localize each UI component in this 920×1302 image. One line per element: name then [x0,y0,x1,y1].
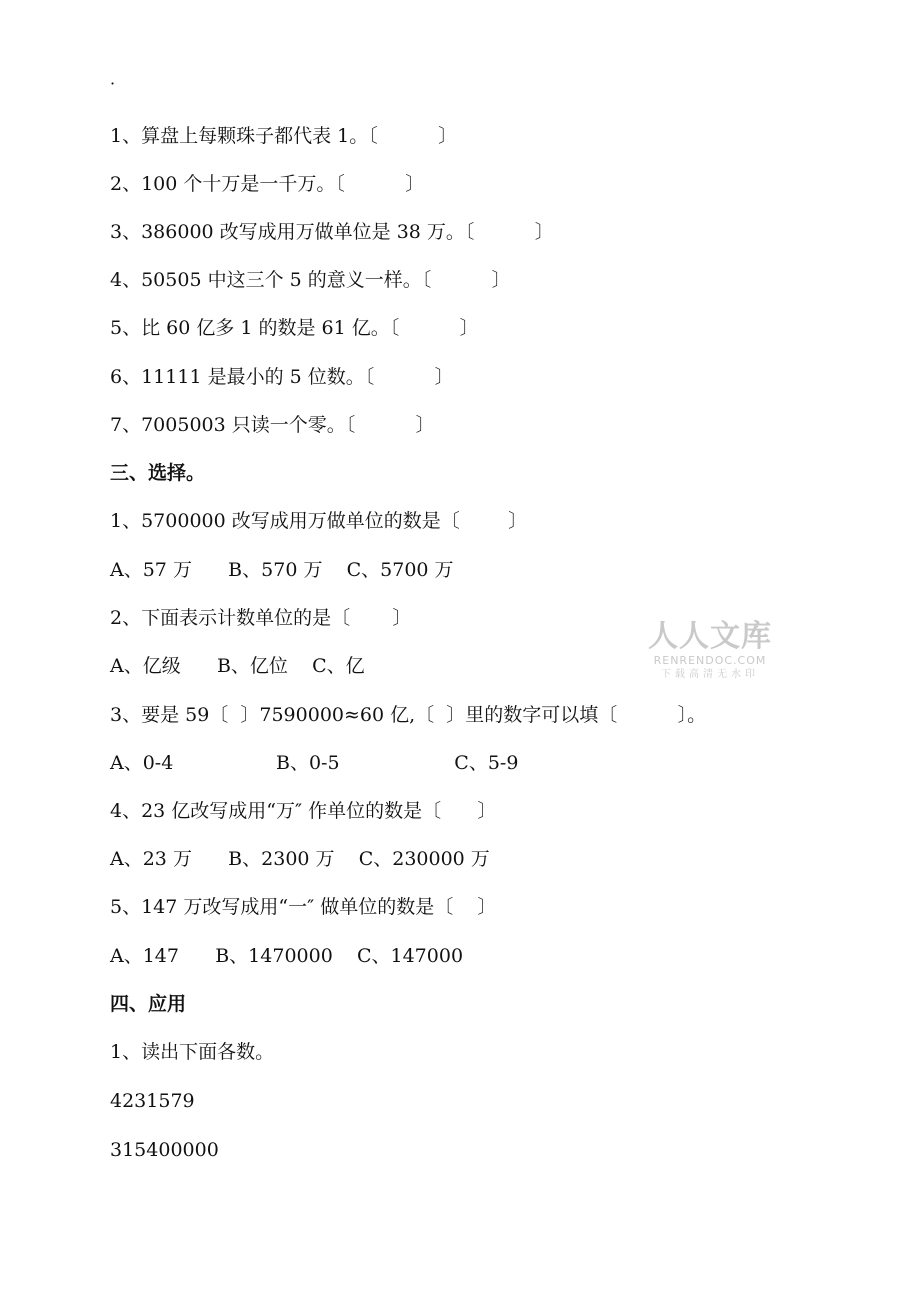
choice-question-5: 5、147 万改写成用“一″ 做单位的数是〔 〕 [110,896,497,918]
watermark-tagline: 下载高清无水印 [661,669,759,680]
judgement-item-7: 7、7005003 只读一个零。〔 〕 [110,414,435,436]
judgement-item-4: 4、50505 中这三个 5 的意义一样。〔 〕 [110,269,511,291]
choice-question-3: 3、要是 59〔 〕7590000≈60 亿,〔 〕里的数字可以填〔 〕。 [110,704,707,726]
judgement-item-6: 6、11111 是最小的 5 位数。〔 〕 [110,366,454,388]
choice-options-2: A、亿级 B、亿位 C、亿 [110,655,365,677]
application-heading: 四、应用 [110,993,187,1015]
judgement-item-5: 5、比 60 亿多 1 的数是 61 亿。〔 〕 [110,317,479,339]
watermark-url: RENRENDOC.COM [653,654,767,667]
choice-question-2: 2、下面表示计数单位的是〔 〕 [110,607,412,629]
application-task: 1、读出下面各数。 [110,1041,275,1063]
choice-question-1: 1、5700000 改写成用万做单位的数是〔 〕 [110,510,528,532]
watermark-title: 人人文库 [648,619,772,654]
judgement-item-3: 3、386000 改写成用万做单位是 38 万。〔 〕 [110,221,554,243]
judgement-item-2: 2、100 个十万是一千万。〔 〕 [110,173,425,195]
choice-heading: 三、选择。 [110,462,206,484]
choice-options-3: A、0-4 B、0-5 C、5-9 [110,752,519,774]
number-to-read-2: 315400000 [110,1139,219,1161]
page-marker: · [110,74,116,93]
judgement-item-1: 1、算盘上每颗珠子都代表 1。〔 〕 [110,125,458,147]
choice-question-4: 4、23 亿改写成用“万″ 作单位的数是〔 〕 [110,800,497,822]
watermark-logo [648,620,772,681]
choice-options-1: A、57 万 B、570 万 C、5700 万 [110,559,454,581]
choice-options-4: A、23 万 B、2300 万 C、230000 万 [110,848,490,870]
choice-options-5: A、147 B、1470000 C、147000 [110,945,464,967]
number-to-read-1: 4231579 [110,1090,195,1112]
